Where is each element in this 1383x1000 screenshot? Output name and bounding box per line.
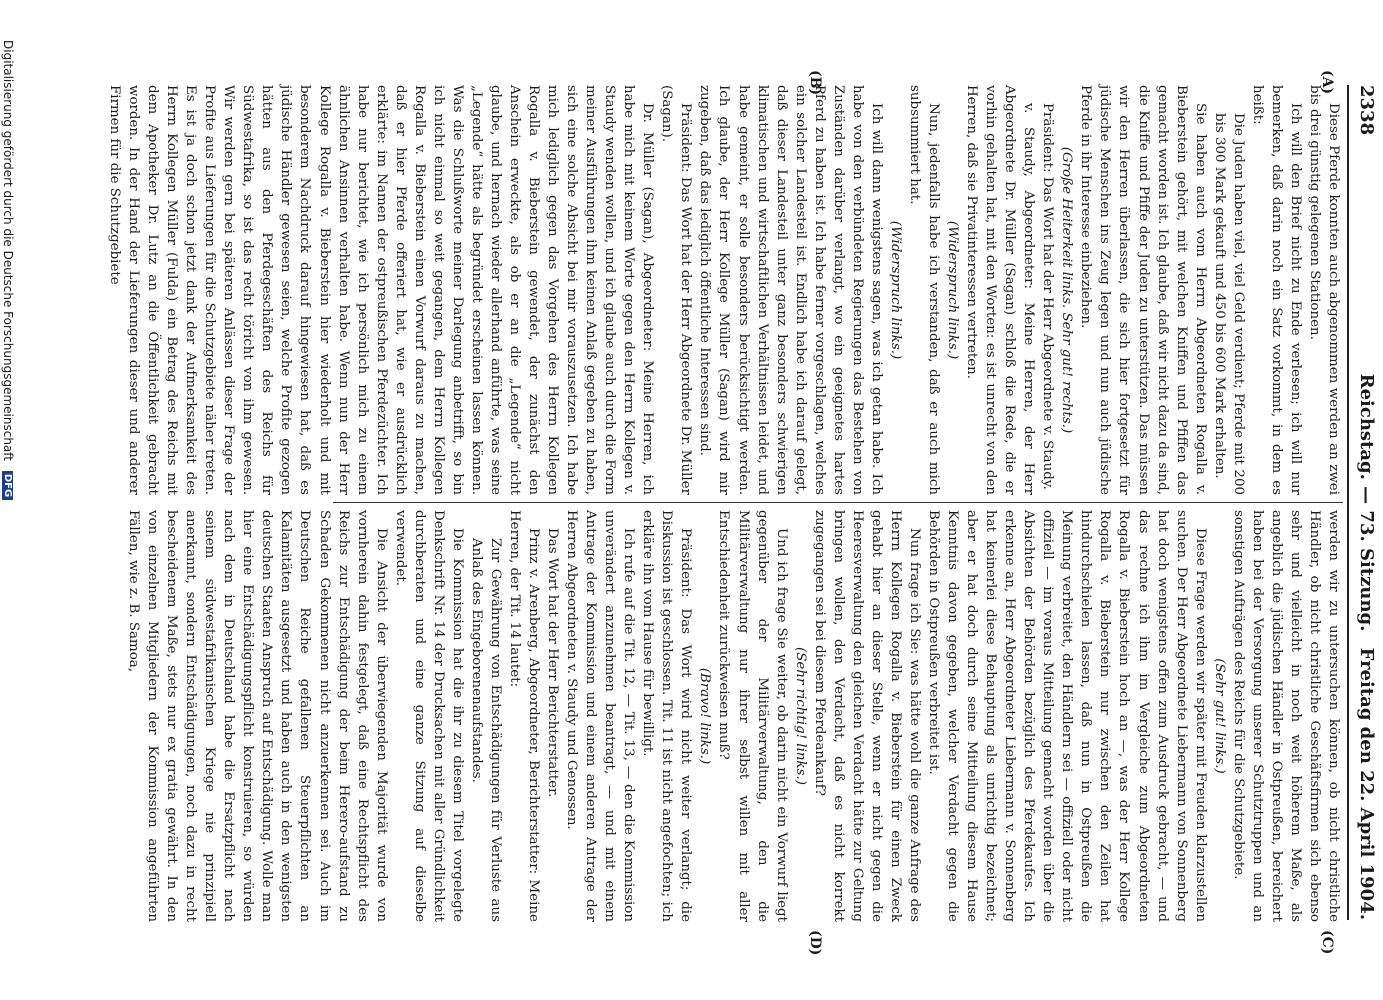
dfg-logo-icon: DFG <box>2 471 13 500</box>
paragraph: Nun frage ich Sie: was hätte wohl die ganze Anfrage des Herrn Kollegen Rogalla v. Bieberstein für einen Zweck gehabt hier an dieser Stelle, wenn er nicht gegen die Heeresverwaltung den gleichen Verdacht hätte zur Geltung bringen wollen, den Verdacht, daß es nicht korrekt zugegangen sei bei diesem Pferdeankauf? <box>811 510 922 922</box>
margin-marker-b: (B) <box>807 70 823 96</box>
credit-text: Digitalisierung gefördert durch die Deutsche Forschungsgemeinschaft <box>1 40 15 462</box>
header-session: Reichstag. — 73. Sitzung. <box>1356 373 1377 632</box>
digitization-credit <box>1 40 15 500</box>
interjection: (Widerspruch links.) <box>887 220 903 360</box>
left-column <box>107 85 1343 495</box>
paragraph: Das Wort hat der Herr Berichterstatter. <box>545 528 561 798</box>
interjection: (Sehr gut! links.) <box>1211 658 1227 774</box>
quotation: Die Juden haben viel, viel Geld verdient; Pferde mit 200 bis 300 Mark gekauft und 450 bis 600 Mark erhalten. <box>1211 113 1246 495</box>
interjection: (Große Heiterkeit links. Sehr gut! rechts.) <box>1059 146 1075 434</box>
paragraph: Präsident: Das Wort wird nicht weiter verlangt; die Diskussion ist geschlossen. Tit. 11 ist nicht angefochten; ich erkläre ihn vom Hause für bewilligt. <box>640 510 694 922</box>
header-date: Freitag den 22. April 1904. <box>1356 647 1377 920</box>
paragraph: werden wir zu untersuchen können, ob nicht christliche Händler, ob nicht christliche Geschäftsfirmen sich ebenso sehr und vielleicht in noch weit höherem Maße, als angeblich die jüdischen Händler in Ostpreußen, bereichert haben bei der Versorgung unserer Schutztruppen und an sonstigen Aufträgen des Reichs für die Schutzgebiete. <box>1230 510 1341 922</box>
interjection: (Sehr richtig! links.) <box>792 647 808 785</box>
paragraph: Ich will dann wenigstens sagen, was ich getan habe. Ich habe von den verbündeten Regierungen das Bestehen von Zuständen darüber verlangt, wo ein geeignetes hartes Pferd zu haben ist. Ich habe ferner vorgeschlagen, welches ein solcher Landesteil ist. Endlich habe ich darauf gelegt, daß dieser Landesteil unter ganz besonders schwierigen klimatischen und wirtschaftlichen Verhältnissen leidet, und habe gemeint, er solle besonders berücksichtigt werden. Ich glaube, der Herr Kollege Müller (Sagan) wird mir zugeben, daß das lediglich öffentliche Interessen sind. <box>697 85 884 495</box>
paragraph: Ich will den Brief nicht zu Ende verlesen; ich will nur bemerken, daß darin noch ein Satz vorkommt, in dem es heißt: <box>1249 85 1303 495</box>
paragraph: Ich rufe auf die Tit. 12, — Tit. 13, — den die Kommission unverändert anzunehmen beantragt, — und mit einem Antrage der Kommission und einem anderen Antrage der Herren Abgeordneten v. Staudy und Genossen. <box>564 510 637 922</box>
paragraph: Und ich frage Sie weiter, ob darin nicht ein Vorwurf liegt gegenüber der Militärverwaltung, den die Militärverwaltung nur ihrer selbst willen mit aller Entschiedenheit zurückweisen muß? <box>716 510 789 922</box>
paragraph: v. Staudy, Abgeordneter: Meine Herren, der Herr Abgeordnete Dr. Müller (Sagan) schloß die Rede, die er vorhin gehalten hat, mit den Worten: es ist unrecht von den Herren, daß sie Privatinteressen vertreten. <box>964 85 1037 495</box>
paragraph: Nun, jedenfalls habe ich verstanden, daß er auch mich subsummiert hat. <box>906 85 942 495</box>
paragraph: Präsident: Das Wort hat der Herr Abgeordnete v. Staudy. <box>1040 103 1056 490</box>
column-divider <box>333 502 1343 503</box>
page-number: 2338 <box>1356 85 1377 136</box>
interjection: (Bravo! links.) <box>697 667 713 765</box>
paragraph: Sie haben auch vom Herrn Abgeordneten Rogalla v. Bieberstein gehört, mit welchen Kniffen und Pfiffen das gemacht worden ist. Ich glaube, daß wir nicht dazu da sind, die Kniffe und Pfiffe der Juden zu unterstützen. Das müssen wir den Herren überlassen, die sich hier fortgesetzt für jüdische Menschen ins Zeug legen und nun auch jüdische Pferde in ihr Interesse einbeziehen. <box>1078 85 1208 495</box>
paragraph: Die Ansicht der überwiegenden Majorität wurde von vornherein dahin festgelegt, daß eine Rechtspflicht des Reichs zur Entschädigung der beim Herero-aufstand zu Schaden Gekommenen nicht anzuerkennen sei. Auch im Deutschen Reiche gefallenen Steuerpflichten an Kalamitäten ausgesetzt und haben auch in den wenigsten deutschen Staaten Anspruch auf Entschädigung. Wolle man hier eine Entschädigungspflicht konstruieren, so würden nach dem in Deutschland habe die Ersatzpflicht nach seinem südwestafrikanischen Kriege nie prinzipiell anerkannt, sondern Entschädigungen, noch dazu in recht bescheidenem Maße, stets nur ex gratia gewährt. In den von einzelnen Mitgliedern der Kommission angeführten Fällen, wie z. B. Samoa, <box>126 510 389 922</box>
margin-marker-a: (A) <box>1319 70 1335 95</box>
quotation: Zur Gewährung von Entschädigungen für Verluste aus Anlaß des Eingeborenenaufstandes. <box>468 538 503 922</box>
paragraph: Die Kommission hat die ihr zu diesem Titel vorgelegte Denkschrift Nr. 14 der Drucksachen mit aller Gründlichkeit durchberaten und eine ganze Sitzung auf dieselbe verwendet. <box>392 510 465 922</box>
paragraph: Dr. Müller (Sagan), Abgeordneter: Meine Herren, ich habe mich mit keinem Worte gegen den Herrn Kollegen v. Staudy wenden wollen, und ich glaube auch durch die Form meiner Ausführungen ihm keinen Anlaß gegeben zu haben, sich eine solche Absicht bei mir vorauszusetzen. Ich habe mich lediglich gegen das Vorgehen des Herrn Kollegen Rogalla v. Bieberstein gewendet, der zunächst den Anschein erweckte, als ob er an die „Legende“ nicht glaube, und hernach wieder allerhand anführte, was seine „Legende“ hätte als begründet erscheinen lassen können. Was die Schlußworte meiner Darlegung anbetrifft, so bin ich nicht einmal so weit gegangen, dem Herrn Kollegen Rogalla v. Bieberstein einen Vorwurf daraus zu machen, daß er hier Pferde offeriert hat, wie er ausdrücklich erklärte: im Namen der ostpreußischen Pferdezüchter. Ich habe nur berichtet, wie ich persönlich mich zu einem ähnlichen Ansinnen verhalten habe. Wenn nun der Herr Kollege Rogalla v. Bieberstein hier wiederholt und mit besonderem Nachdruck darauf hingewiesen hat, daß es jüdische Händler gewesen seien, welche Profite gezogen hätten aus den Pferdegeschäften des Reichs für Südwestafrika, so ist das recht töricht von ihm gewesen. Wir werden gern bei späteren Anlässen dieser Frage der Profite aus Lieferungen für die Schutzgebiete näher treten. Es ist ja doch schon jetzt dank der Aufmerksamkeit des Herrn Kollegen Müller (Fulda) ein Betrag des Reichs mit dem Apotheker Dr. Lutz an die Öffentlichkeit gebracht worden. In der Hand der Lieferungen dieser und anderer Firmen für die Schutzgebiete <box>107 85 656 495</box>
right-column <box>126 510 1343 922</box>
paragraph: Diese Pferde konnten auch abgenommen werden an zwei bis drei günstig gelegenen Stationen. <box>1306 85 1341 495</box>
page-header <box>1355 85 1377 920</box>
header-rule <box>1347 85 1349 920</box>
paragraph: Prinz v. Arenberg, Abgeordneter, Berichterstatter: Meine Herren, der Tit. 14 lautet: <box>506 510 542 922</box>
interjection: (Widerspruch links.) <box>945 220 961 360</box>
margin-marker-c: (C) <box>1319 930 1335 955</box>
margin-marker-d: (D) <box>807 930 823 956</box>
paragraph: Diese Frage werden wir später mit Freuden klarzustellen suchen. Der Herr Abgeordnete Liebermann von Sonnenberg hat doch wenigstens offen zum Ausdruck gebracht, — und das rechne ich ihm im Vergleiche zum Abgeordneten Rogalla v. Bieberstein hoch an —, was der Herr Kollege Rogalla v. Bieberstein nur zwischen den Zeilen hat hindurchschielen lassen, daß nun in Ostpreußen die Meinung verbreitet, den Händlern sei — offiziell oder nicht offiziell — im voraus Mitteilung gemacht worden über die Absichten der Behörden bezüglich des Pferdekaufes. Ich erkenne an, Herr Abgeordneter Liebermann v. Sonnenberg hat keinerlei diese Behauptung als unrichtig bezeichnet; aber er hat doch durch seine Mitteilung diesem Hause Kenntnis davon gegeben, welcher Verdacht gegen die Behörden in Ostpreußen verbreitet ist. <box>926 510 1208 922</box>
paragraph: Präsident: Das Wort hat der Herr Abgeordnete Dr. Müller (Sagan). <box>659 85 694 495</box>
